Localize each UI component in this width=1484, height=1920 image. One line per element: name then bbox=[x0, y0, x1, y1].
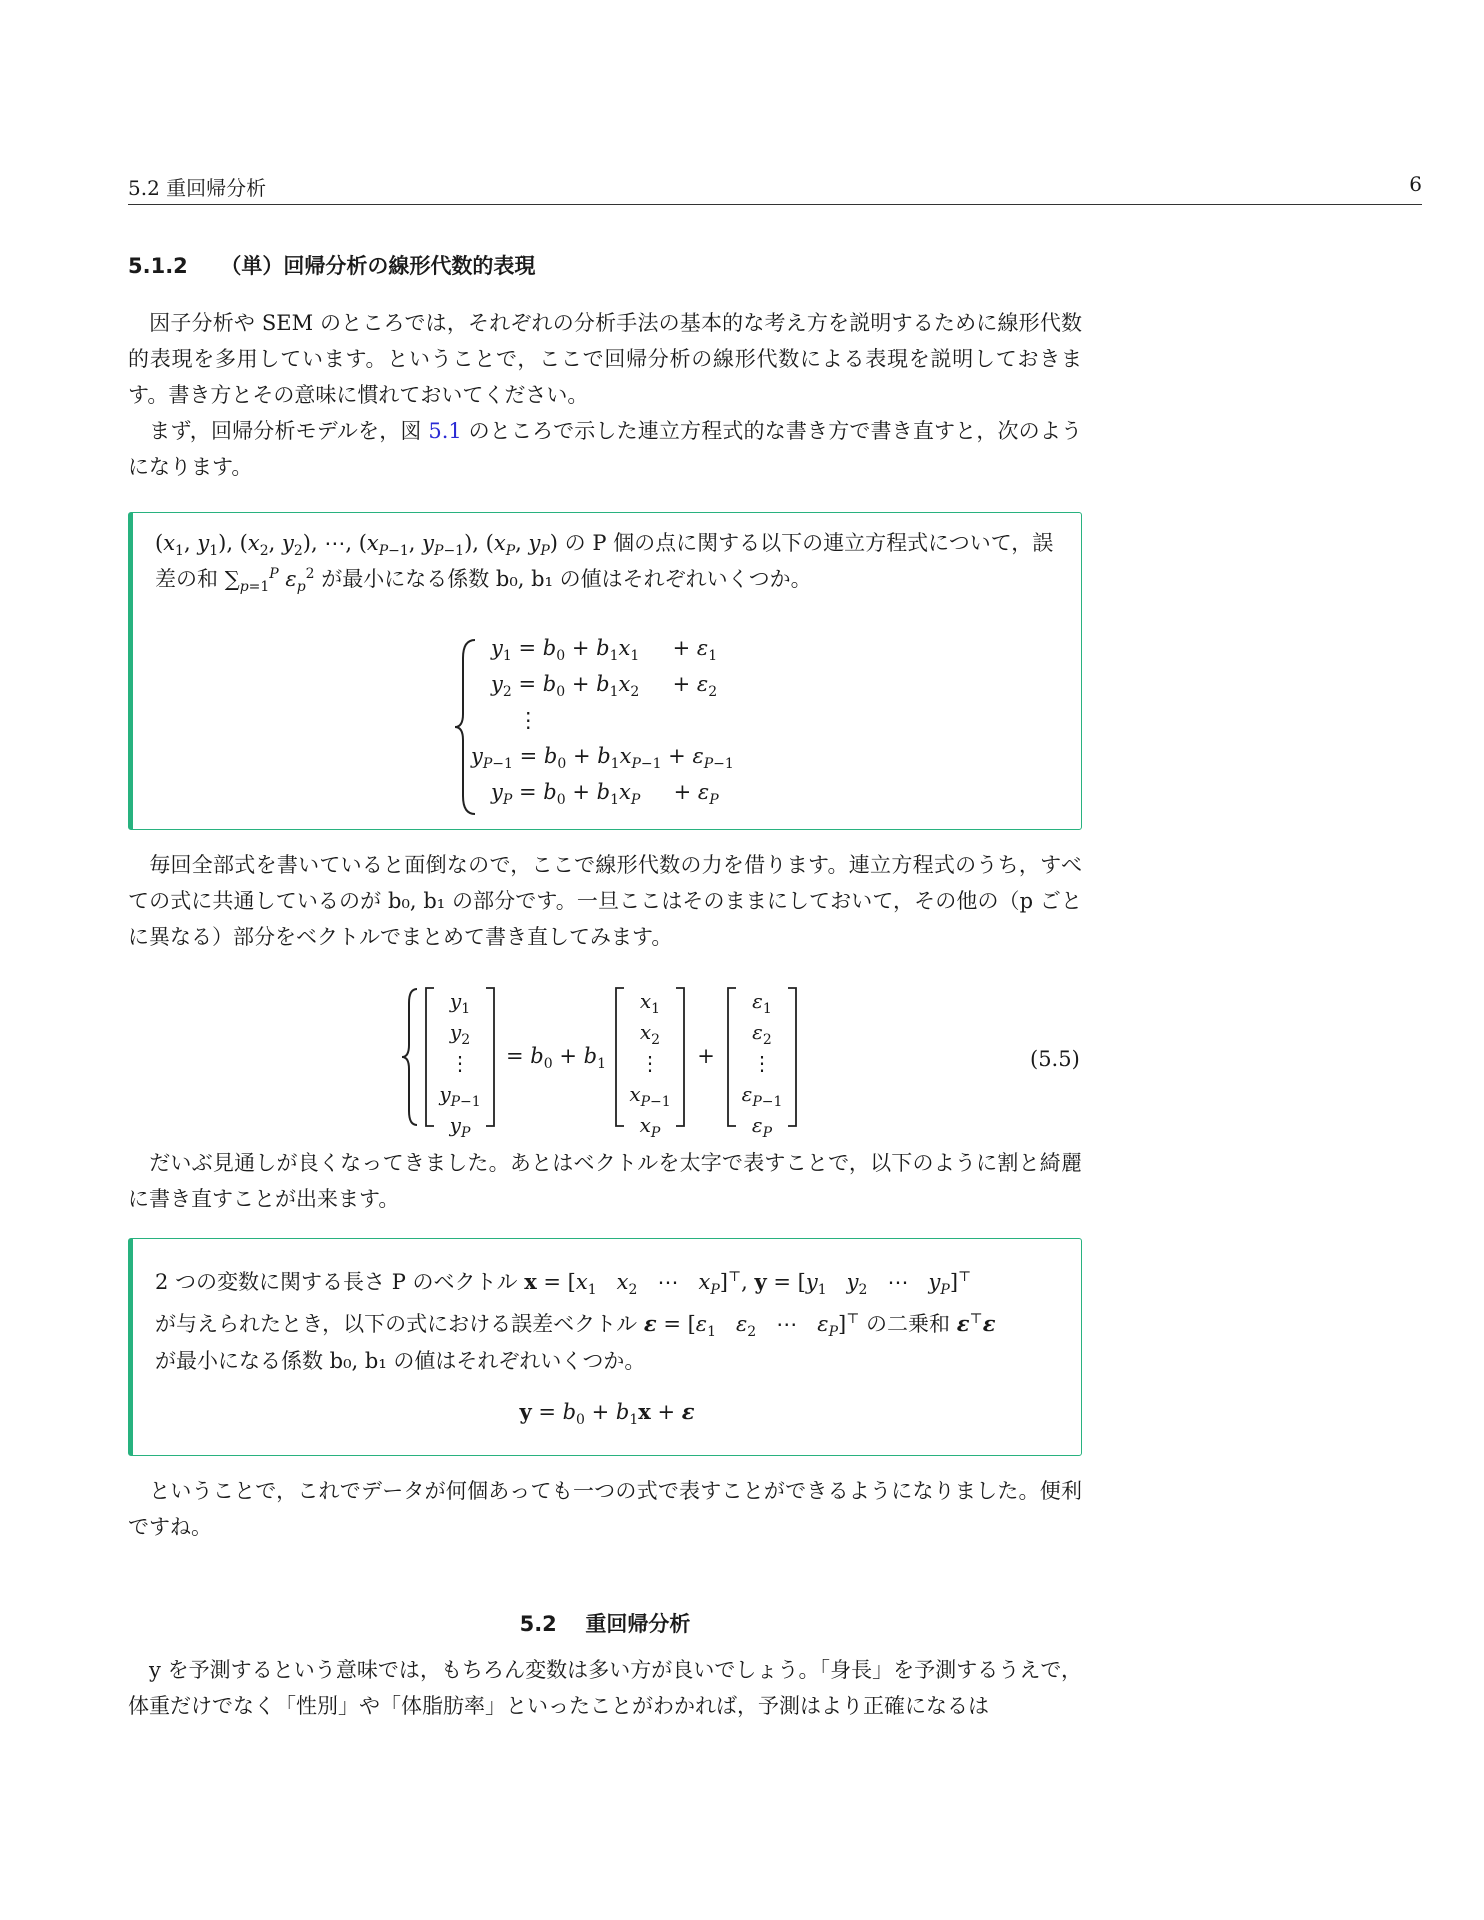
paragraph-rewrite-text-b: のところで示した連立方程式的な書き方で書き直すと，次のようになります。 bbox=[128, 419, 1082, 479]
paragraph-multiple-regression-text: y を予測するという意味では，もちろん変数は多い方が良いでしょう。「身長」を予測するうえで，体重だけでなく「性別」や「体脂肪率」といったことがわかれば，予測はより正確になるは bbox=[128, 1658, 1082, 1718]
figure-link[interactable]: 5.1 bbox=[428, 419, 462, 443]
equation-system bbox=[471, 636, 734, 816]
problem-box-2 bbox=[128, 1238, 1082, 1456]
subsection-title: （単）回帰分析の線形代数的表現 bbox=[220, 254, 536, 278]
equation-row: $y_1 = b_0 + b_1x_1$ + $\varepsilon_1$ bbox=[491, 636, 718, 665]
error-sum: $\sum_{p=1}^P$ $\varepsilon_p^2$ bbox=[224, 566, 315, 596]
paragraph-linear-algebra-text: 毎回全部式を書いていると面倒なので，ここで線形代数の力を借ります。連立方程式のうち，すべての式に共通しているのが b₀, b₁ の部分です。一旦ここはそのままにしておいて，その他の（p ごとに異なる）部分をベクトルでまとめて書き直してみます。 bbox=[128, 853, 1082, 949]
box1-text-1: の P 個の点に関する以下の連立方程式について，誤差の和 bbox=[155, 531, 1054, 591]
box1-statement bbox=[155, 525, 1059, 597]
left-brace bbox=[400, 987, 420, 1127]
page-number: 6 bbox=[1409, 172, 1422, 196]
equation-row: $y_{P-1} = b_0 + b_1x_{P-1} + \varepsilon_{P-1}$ bbox=[471, 744, 734, 773]
paragraph-linear-algebra bbox=[128, 847, 1082, 955]
paragraph-bold-vectors bbox=[128, 1145, 1082, 1217]
vector-y: $y_1$ $y_2$ ⋮ $y_{P-1}$ $y_P$ bbox=[439, 989, 481, 1141]
box2-line-3: が最小になる係数 b₀, b₁ の値はそれぞれいくつか。 bbox=[155, 1349, 646, 1373]
box2-line-2: が与えられたとき，以下の式における誤差ベクトル $\varepsilon = [\varepsilon_1$ $\varepsilon_2$ ⋯ $\varepsilon_P]^⊤$ の二乗和 ε⊤ε bbox=[155, 1311, 996, 1341]
paragraph-intro-text: 因子分析や SEM のところでは，それぞれの分析手法の基本的な考え方を説明するために線形代数的表現を多用しています。ということで，ここで回帰分析の線形代数による表現を説明しておきます。書き方とその意味に慣れておいてください。 bbox=[128, 311, 1082, 407]
section-heading bbox=[0, 1608, 1210, 1638]
box2-line-1: 2 つの変数に関する長さ P のベクトル $x = [x_1$ $x_2$ ⋯ $x_P]^⊤$, $y = [y_1$ $y_2$ ⋯ $y_P]^⊤$ bbox=[155, 1269, 972, 1299]
regression-vector-equation: $y = b_0 + b_1x + \varepsilon$ bbox=[519, 1399, 695, 1429]
equation-row: ⋮ bbox=[471, 708, 539, 732]
vector-x: $x_1$ $x_2$ ⋮ $x_{P-1}$ $x_P$ bbox=[629, 989, 671, 1141]
points-list: ($x_1$, $y_1$), ($x_2$, $y_2$), ⋯, ($x_{P-1}$, $y_{P-1}$), ($x_P$, $y_P$) bbox=[155, 531, 558, 560]
paragraph-rewrite bbox=[128, 413, 1082, 485]
paragraph-rewrite-text-a: まず，回帰分析モデルを，図 bbox=[149, 419, 429, 443]
vector-x-definition: $x = [x_1$ $x_2$ ⋯ $x_P]^⊤$, $y = [y_1$ $y_2$ ⋯ $y_P]^⊤$ bbox=[524, 1269, 972, 1299]
paragraph-bold-vectors-text: だいぶ見通しが良くなってきました。あとはベクトルを太字で表すことで，以下のように割と綺麗に書き直すことが出来ます。 bbox=[128, 1151, 1082, 1211]
paragraph-summary-text: ということで，これでデータが何個あっても一つの式で表すことができるようになりました。便利ですね。 bbox=[128, 1479, 1082, 1539]
paragraph-intro bbox=[128, 305, 1082, 413]
vector-epsilon: $\varepsilon_1$ $\varepsilon_2$ ⋮ $\varepsilon_{P-1}$ $\varepsilon_P$ bbox=[741, 989, 783, 1141]
squared-sum: ε⊤ε bbox=[956, 1311, 996, 1336]
equation-row: $y_2 = b_0 + b_1x_2$ + $\varepsilon_2$ bbox=[491, 672, 718, 701]
subsection-number: 5.1.2 bbox=[128, 254, 188, 278]
header-section: 5.2 重回帰分析 bbox=[128, 176, 267, 200]
paragraph-summary bbox=[128, 1473, 1082, 1545]
box1-text-2: が最小になる係数 b₀, b₁ の値はそれぞれいくつか。 bbox=[314, 567, 812, 591]
paragraph-multiple-regression bbox=[128, 1652, 1082, 1724]
problem-box-1 bbox=[128, 512, 1082, 830]
equals-b0-b1: = $b_0 + b_1$ bbox=[506, 1044, 606, 1073]
running-header bbox=[128, 170, 1422, 205]
section-number: 5.2 bbox=[519, 1612, 557, 1636]
subsection-heading bbox=[128, 250, 535, 280]
vector-epsilon-definition: $\varepsilon = [\varepsilon_1$ $\varepsilon_2$ ⋯ $\varepsilon_P]^⊤$ bbox=[643, 1311, 860, 1341]
plus-sign: + bbox=[697, 1044, 715, 1068]
equation-number: (5.5) bbox=[1030, 1047, 1080, 1071]
matrix-equation bbox=[0, 985, 1484, 1141]
box2-statement bbox=[155, 1259, 1059, 1379]
section-title: 重回帰分析 bbox=[585, 1612, 691, 1636]
equation-row: $y_P = b_0 + b_1x_P$ + $\varepsilon_P$ bbox=[491, 780, 719, 809]
